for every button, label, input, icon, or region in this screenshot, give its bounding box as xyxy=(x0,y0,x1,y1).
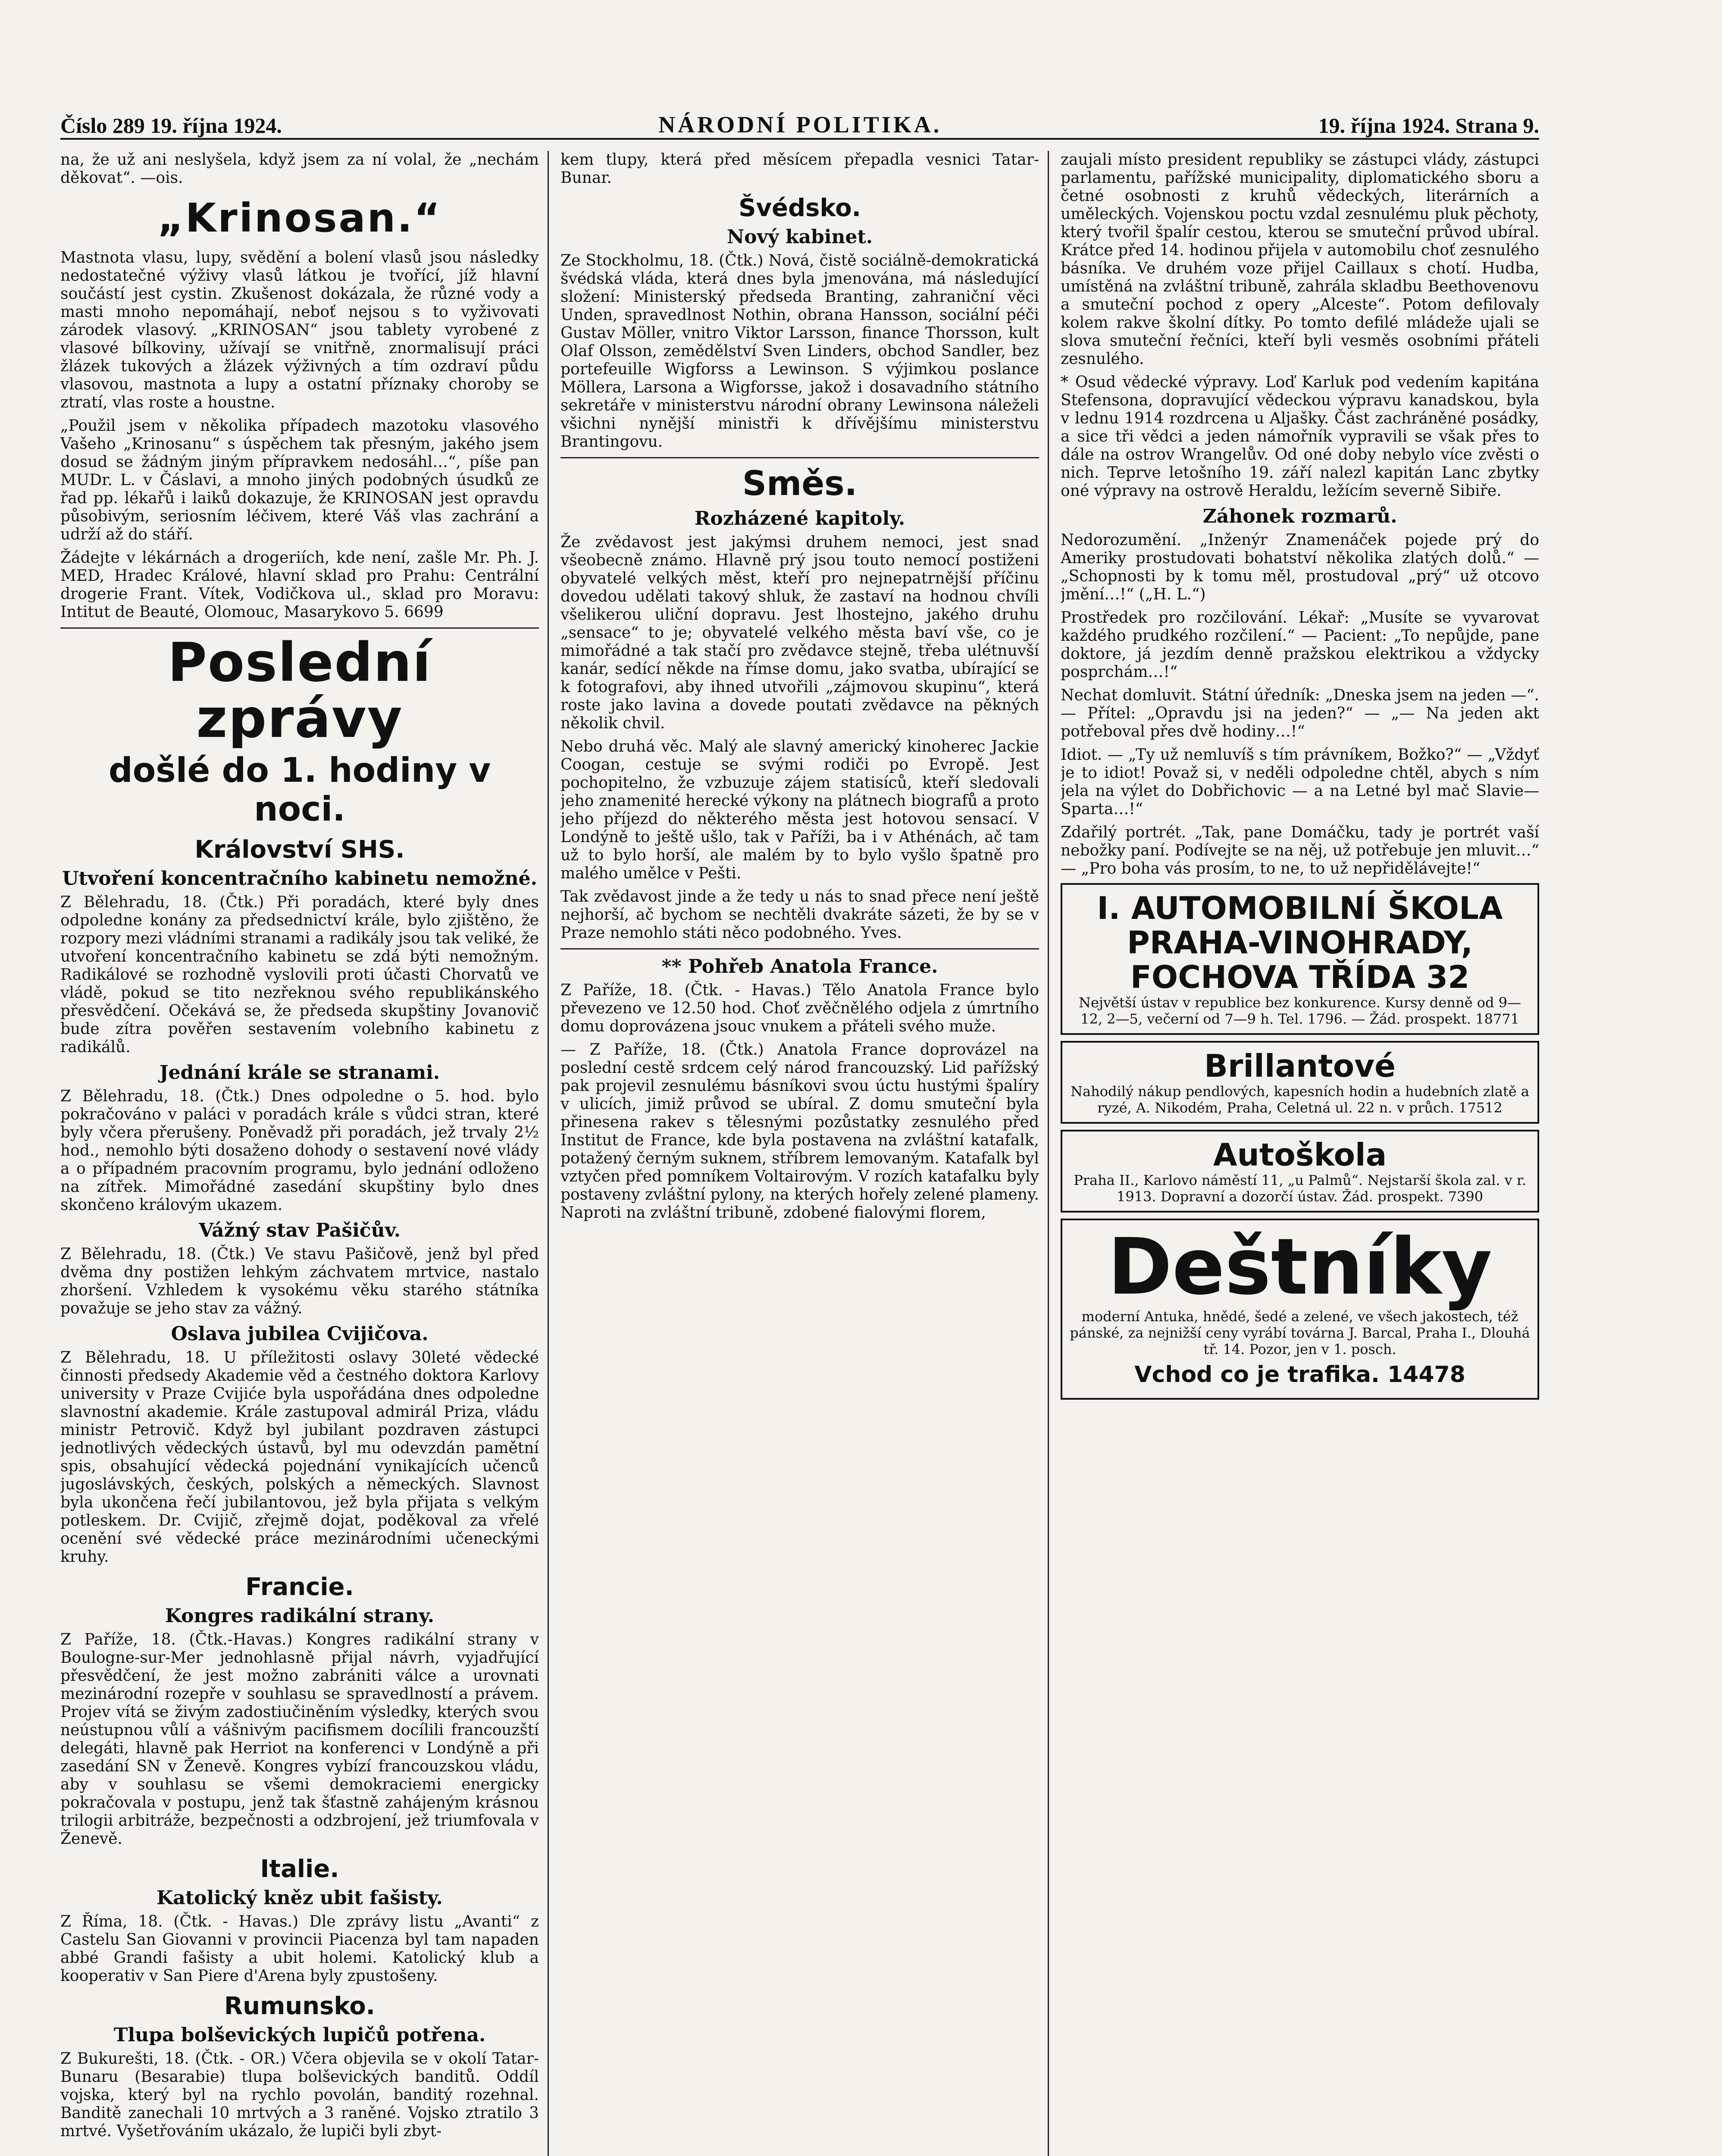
country-heading: Francie. xyxy=(245,1573,354,1601)
article-text: Z Paříže, 18. (Čtk.-Havas.) Kongres radikální strany v Boulogne-sur-Mer jednohlasně přijal návrh, vyjadřující přesvědčení, že jest možno zabrániti válce a urovnati mezinárodní rozepře v souhlasu se spravedlností a právem. Projev vítá se živým zadostiučiněním výsledky, kterých svou neústupnou vůlí a vášnivým pacifismem docílili francouzští delegáti, hlavně pak Herriot na konferenci v Londýně a při zasedání SN v Ženevě. Kongres vybízí francouzskou vládu, aby v souhlasu se všemi demokraciemi energicky pokračovala v postupu, jenž tak šťastně zahájeným krásnou trilogii arbitráže, bezpečnosti a odzbrojení, jež triumfovala v Ženevě. xyxy=(60,1631,539,1848)
article-heading: Rozházené kapitoly. xyxy=(694,508,905,530)
page-number: 19. října 1924. Strana 9. xyxy=(1318,113,1539,138)
ad-text: „Použil jsem v několika případech mazotoku vlasového Vašeho „Krinosanu“ s úspěchem tak přesným, jakého jsem dosud se žádným jiným přípravkem nedosáhl…“, píše pan MUDr. L. v Čáslavi, a mnoho jiných podobných úsudků ze řad pp. lékařů i laiků dokazuje, že KRINOSAN jest opravdu působivým, seriosním léčivem, které Váš vlas zachrání a udrží až do stáří. xyxy=(60,417,539,543)
ad-text: moderní Antuka, hnědé, šedé a zelené, ve všech jakostech, též pánské, za nejnižší ceny vyrábí továrna J. Barcal, Praha I., Dlouhá tř. 14. Pozor, jen v 1. posch. xyxy=(1070,1308,1530,1357)
article-heading: Kongres radikální strany. xyxy=(165,1605,435,1627)
article-heading: Vážný stav Pašičův. xyxy=(198,1219,401,1241)
article-heading: Jednání krále se stranami. xyxy=(159,1062,440,1084)
newspaper-page xyxy=(60,108,1539,2156)
article-text: Idiot. — „Ty už nemluvíš s tím právníkem, Božko?“ — „Vždyť je to idiot! Považ si, v neděli odpoledne chtěl, abych s ním jela na výlet do Dobřichovic — a na Letné byl mač Slavie—Sparta…!“ xyxy=(1061,746,1539,818)
article-text: Z Bělehradu, 18. (Čtk.) Dnes odpoledne o 5. hod. bylo pokračováno v paláci v poradách krále s vůdci stran, které byly včera přerušeny. Poněvadž při poradách, jež trvaly 2½ hod., nemohlo býti dosaženo dohody o sestavení nové vlády a o případném pracovním programu, bylo jednání odloženo na zítřek. Mimořádné zasedání skupštiny bylo dnes skončeno královým ukazem. xyxy=(60,1087,539,1214)
article-heading: Tlupa bolševických lupičů potřena. xyxy=(113,2024,486,2046)
article-heading: Oslava jubilea Cvijičova. xyxy=(171,1323,429,1345)
country-heading: Italie. xyxy=(260,1855,339,1883)
ad-text: Žádejte v lékárnách a drogeriích, kde není, zašle Mr. Ph. J. MED, Hradec Králové, hlavní sklad pro Prahu: Centrální drogerie Frant. Vítek, Vodičkova ul., sklad pro Moravu: Intitut de Beauté, Olomouc, Masarykovo 5. 6699 xyxy=(60,549,539,621)
article-text: Z Bělehradu, 18. (Čtk.) Ve stavu Pašičově, jenž byl před dvěma dny postižen lehkým záchvatem mrtvice, nastalo zhoršení. Vzhledem k vysokému věku starého státníka považuje se jeho stav za vážný. xyxy=(60,1245,539,1317)
article-text: Z Říma, 18. (Čtk. - Havas.) Dle zprávy listu „Avanti“ z Castelu San Giovanni v provincii Piacenza byl tam napaden abbé Grandi fašisty a ubit holemi. Katolický klub a kooperativ v San Piere d'Arena byly zpustošeny. xyxy=(60,1913,539,1985)
ad-text: Nahodilý nákup pendlových, kapesních hodin a hudebních zlatě a ryzé, A. Nikodém, Praha, Celetná ul. 22 n. v průch. 17512 xyxy=(1071,1083,1529,1116)
article-text: Zdařilý portrét. „Tak, pane Domáčku, tady je portrét vaší nebožky paní. Podívejte se na něj, už potřebuje jen mluvit…“ — „Pro boha vás prosím, to ne, to už nepřidělávejte!“ xyxy=(1061,824,1539,877)
ad-autoskola xyxy=(1061,1130,1539,1213)
article-text: Nechat domluvit. Státní úředník: „Dneska jsem na jeden —“. — Přítel: „Opravdu jsi na jeden?“ — „— Na jeden akt potřeboval přes dvě hodiny…!“ xyxy=(1061,686,1539,740)
separator xyxy=(60,627,539,629)
article-heading: ** Pohřeb Anatola France. xyxy=(661,956,938,978)
page-header xyxy=(60,108,1539,140)
column-rule xyxy=(1048,151,1049,2156)
ad-text: Největší ústav v republice bez konkurence. Kursy denně od 9—12, 2—5, večerní od 7—9 h. Tel. 1796. — Žád. prospekt. 18771 xyxy=(1079,994,1521,1027)
section-title: Poslední zprávy xyxy=(167,632,432,750)
country-heading: Rumunsko. xyxy=(224,1992,375,2020)
column-1 xyxy=(60,151,539,2156)
ad-text: Praha II., Karlovo náměstí 11, „u Palmů“. Nejstarší škola zal. v r. 1913. Dopravní a dozorčí ústav. Žád. prospekt. 7390 xyxy=(1074,1172,1526,1205)
issue-info: Číslo 289 19. října 1924. xyxy=(60,113,282,138)
section-title: Směs. xyxy=(742,464,858,503)
ad-destniky xyxy=(1061,1219,1539,1400)
article-text: Prostředek pro rozčilování. Lékař: „Musíte se vyvarovat každého prudkého rozčilení.“ — Pacient: „To nepůjde, pane doktore, já jezdím denně pražskou elektrikou a vždycky posprchám…!“ xyxy=(1061,609,1539,681)
article-text: Ze Stockholmu, 18. (Čtk.) Nová, čistě sociálně-demokratická švédská vláda, která dnes byla jmenována, má následující složení: Ministerský předseda Branting, zahraniční věci Unden, spravedlnost Nothin, obrana Hansson, sociální péči Gustav Möller, vnitro Viktor Larsson, finance Thorsson, kult Olaf Olsson, zemědělství Sven Linders, obchod Sandler, bez portefeuille Wigforss a Lewinson. S výjimkou poslance Möllera, Larsona a Wigforsse, jakož i dosavadního státního sekretáře v ministerstvu národní obrany Lewinsona náleželi všichni nynější ministři k dřívějšímu ministerstvu Brantingovu. xyxy=(560,252,1039,451)
article-text: zaujali místo president republiky se zástupci vlády, zástupci parlamentu, pařížské municipality, diplomatického sboru a četné osobnosti z kruhů vědeckých, literárních a uměleckých. Vojenskou poctu vzdal zesnulému pluk pěchoty, který tvořil špalír cestou, kterou se smuteční průvod ubíral. Krátce před 14. hodinou přijela v automobilu choť zesnulého básníka. Ve druhém voze přijel Caillaux s chotí. Hudba, umístěná na zvláštní tribuně, zahrála skladbu Beethovenovu a smuteční pochod z opery „Alceste“. Potom defilovaly kolem rakve školní dítky. Po tomto defilé mládeže ujali se slova smuteční řečníci, kteří byli vesměs osobními přáteli zesnulého. xyxy=(1061,151,1539,368)
column-3 xyxy=(1061,151,1539,2156)
article-heading: Utvoření koncentračního kabinetu nemožné. xyxy=(62,868,537,890)
article-text: na, že už ani neslyšela, když jsem za ní volal, že „nechám děkovat“. —ois. xyxy=(60,151,539,187)
ad-title: I. AUTOMOBILNÍ ŠKOLA PRAHA-VINOHRADY, FOCHOVA TŘÍDA 32 xyxy=(1097,890,1503,995)
krinosan-heading: „Krinosan.“ xyxy=(157,195,442,241)
article-text: Z Bělehradu, 18. (Čtk.) Při poradách, které byly dnes odpoledne konány za předsednictví krále, bylo zjištěno, že rozpory mezi vládními stranami a radikály jsou tak veliké, že utvoření koncentračního kabinetu se zdá býti nemožným. Radikálové se rozhodně vyslovili proti účasti Chorvatů ve vládě, pokud se tito nezřeknou svého republikánského přesvědčení. Očekává se, že předseda skupštiny Jovanovič bude zítra pověřen sestavením volebního kabinetu z radikálů. xyxy=(60,893,539,1056)
article-text: Z Bukurešti, 18. (Čtk. - OR.) Včera objevila se v okolí Tatar-Bunaru (Besarabie) tlupa bolševických banditů. Oddíl vojska, který byl na rychlo povolán, banditý rozehnal. Banditě zanechali 10 mrtvých a 3 raněné. Vojsko ztratilo 3 mrtvé. Vyšetřováním ukázalo, že lupiči byli zbyt- xyxy=(60,2050,539,2140)
article-text: * Osud vědecké výpravy. Loď Karluk pod vedením kapitána Stefensona, dopravující vědeckou výpravu kanadskou, byla v lednu 1914 rozdrcena u Aljašky. Část zachráněné posádky, a sice tři vědci a jeden námořník vypravili se však přes to dále na ostrov Wrangelův. Od oné doby nebylo více zvěsti o nich. Teprve letošního 19. září nalezl kapitán Lanc zbytky oné výpravy na ostrově Heraldu, ležícím severně Sibiře. xyxy=(1061,373,1539,500)
section-subtitle: došlé do 1. hodiny v noci. xyxy=(108,751,491,829)
country-heading: Království SHS. xyxy=(194,836,405,864)
article-heading: Záhonek rozmarů. xyxy=(1202,505,1397,527)
article-text: — Z Paříže, 18. (Čtk.) Anatola France doprovázel na poslední cestě srdcem celý národ francouzský. Lid pařížský pak projevil zesnulému básníkovi svou úctu hustými špalíry v ulicích, jimiž průvod se ubíral. Z domu smuteční byla přinesena rakev s tělesnými pozůstatky zesnulého před Institut de France, kde byla postavena na zvláštní katafalk, potažený černým suknem, stříbrem lemovaným. Katafalk byl vztyčen před pomníkem Voltairovým. V rozích katafalku byly postaveny zvláštní pylony, na kterých hořely zelené plameny. Naproti na zvláštní tribuně, zdobené fialovými florem, xyxy=(560,1041,1039,1222)
article-heading: Nový kabinet. xyxy=(726,226,873,248)
ad-brillantove xyxy=(1061,1041,1539,1124)
article-text: Tak zvědavost jinde a že tedy u nás to snad přece není ještě nejhorší, ač bychom se nechtěli dvakráte sázeti, že by se v Praze nemohlo státi něco podobného. Yves. xyxy=(560,888,1039,942)
country-heading: Švédsko. xyxy=(739,194,861,222)
separator xyxy=(560,457,1039,458)
ad-footer: Vchod co je trafika. 14478 xyxy=(1134,1362,1465,1388)
article-text: Nebo druhá věc. Malý ale slavný americký kinoherec Jackie Coogan, cestuje se svými rodiči po Evropě. Jest pochopitelno, že vzbuzuje zájem statisíců, kteří sledovali jeho znamenité herecké výkony na plátnech biografů a proto jeho příjezd do některého města jest hotovou sensací. V Londýně to ještě ušlo, tak v Paříži, ba i v Athénách, ač tam už to bylo horší, ale malém by to bylo vyšlo špatně pro malého umělce v Pešti. xyxy=(560,738,1039,882)
article-text: Z Bělehradu, 18. U příležitosti oslavy 30leté vědecké činnosti předsedy Akademie věd a čestného doktora Karlovy university v Praze Cvijiće byla uspořádána dnes odpoledne slavnostní akademie. Krále zastupoval admirál Priza, vládu ministr Petrovič. Když byl jubilant pozdraven zástupci jednotlivých vědeckých ústavů, byl mu odevzdán pamětní spis, obsahující vědecká pojednání vynikajících učenců jugoslávských, českých, polských a německých. Slavnost byla ukončena řečí jubilantovou, jež byla přijata s velkým potleskem. Dr. Cvijič, zřejmě dojat, poděkoval za vřelé ocenění své vědecké práce mezinárodními učeneckými kruhy. xyxy=(60,1349,539,1566)
column-rule xyxy=(548,151,549,2156)
ad-automobile-school xyxy=(1061,883,1539,1035)
article-heading: Katolický kněz ubit fašisty. xyxy=(157,1887,443,1909)
separator xyxy=(560,948,1039,950)
masthead: NÁRODNÍ POLITIKA. xyxy=(658,112,942,138)
column-2 xyxy=(560,151,1039,2156)
article-text: Nedorozumění. „Inženýr Znamenáček pojede prý do Ameriky prostudovati bohatství několika zlatých dolů.“ — „Schopnosti by k tomu měl, prostudoval „prý“ už otcovo jmění…!“ („H. L.“) xyxy=(1061,531,1539,603)
article-text: Z Paříže, 18. (Čtk. - Havas.) Tělo Anatola France bylo převezeno ve 12.50 hod. Choť zvěčnělého odjela z úmrtního domu doprovázena jsouc vnukem a přáteli svého muže. xyxy=(560,981,1039,1035)
ad-text: Mastnota vlasu, lupy, svědění a bolení vlasů jsou následky nedostatečné výživy vlasů látkou je tvořící, jíž hlavní součástí jest cystin. Zkušenost dokázala, že různé vody a masti mnoho nepomáhají, neboť nejsou s to vyživovati zárodek vlasový. „KRINOSAN“ jsou tablety vyrobené z vlasové bílkoviny, užívají se vnitřně, znormalisují práci žlázek tukových a žlázek výživných a tím ozdraví půdu vlasovou, mastnota a lupy a ostatní příznaky choroby se ztratí, vlas roste a houstne. xyxy=(60,249,539,411)
ad-title: Brillantové xyxy=(1204,1048,1396,1084)
article-text: Že zvědavost jest jakýmsi druhem nemoci, jest snad všeobecně známo. Hlavně prý jsou touto nemocí postiženi obyvatelé velkých měst, kteří pro nejnepatrnější příčinu dovedou udělati takový shluk, že zastaví na hodnou chvíli všelikerou uliční dopravu. Jest lhostejno, jakého druhu „sensace“ to je; obyvatelé velkého města baví vše, co je mimořádné a tak stačí pro zvědavce stejně, třeba ulétnuvší kanár, sedící někde na římse domu, jako svatba, ubírající se k fotografovi, aby ihned utvořili „zájmovou skupinu“, která roste jako lavina a dovede poutati zvědavce na pěkných několik chvil. xyxy=(560,533,1039,732)
article-text: kem tlupy, která před měsícem přepadla vesnici Tatar-Bunar. xyxy=(560,151,1039,187)
ad-title: Autoškola xyxy=(1213,1137,1387,1173)
ad-title: Deštníky xyxy=(1108,1222,1492,1312)
